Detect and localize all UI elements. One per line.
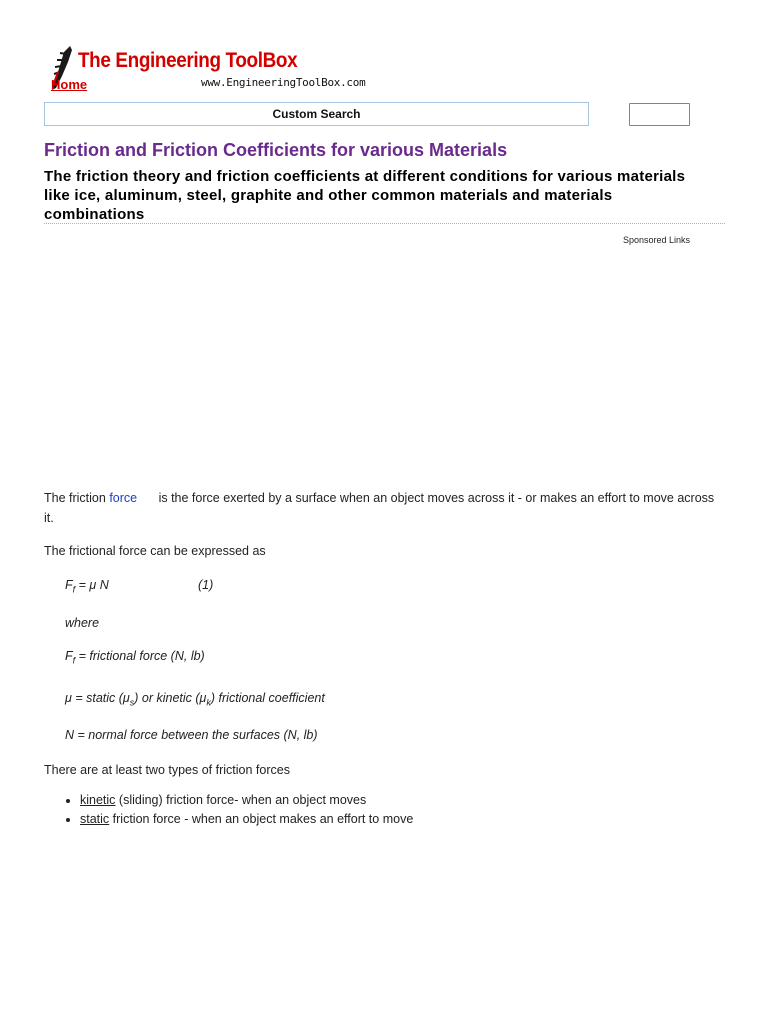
intro-paragraph	[44, 488, 724, 528]
mu-k-sub: k	[206, 697, 211, 708]
intro-text-start: The friction	[44, 491, 110, 505]
divider	[44, 223, 725, 224]
site-url: www.EngineeringToolBox.com	[201, 76, 366, 89]
friction-types-list	[44, 791, 413, 829]
list-item	[80, 810, 413, 829]
mu-s-sub: s	[129, 697, 135, 708]
equation-lhs-symbol: F	[65, 578, 73, 592]
list-item-text: friction force - when an object makes an effort to move	[109, 812, 414, 826]
force-link[interactable]: force	[109, 491, 138, 505]
page-title: Friction and Friction Coefficients for various Materials	[44, 140, 508, 160]
static-link[interactable]: static	[80, 812, 110, 826]
intro-text-end: is the force exerted by a surface when an object moves across it - or makes an effort to move across it.	[44, 491, 715, 525]
custom-search-input[interactable]: Custom Search	[44, 102, 589, 126]
definition-n: N = normal force between the surfaces (N, lb)	[65, 728, 318, 742]
page-subtitle: The friction theory and friction coefficients at different conditions for various materials like ice, aluminum, steel, graphite and other common materials and materials combinations	[44, 168, 686, 223]
equation-lhs-sub: f	[72, 584, 76, 595]
friction-equation	[65, 578, 305, 598]
sponsored-links-label: Sponsored Links	[622, 235, 690, 245]
search-button[interactable]	[629, 103, 690, 126]
definition-mu	[65, 691, 325, 708]
equation-rhs: = μ N	[75, 578, 109, 592]
ff-text: = frictional force (N, lb)	[75, 649, 205, 663]
where-label: where	[65, 616, 100, 630]
types-intro: There are at least two types of friction forces	[44, 763, 290, 777]
site-title: The Engineering ToolBox	[78, 49, 298, 72]
ff-sub: f	[72, 655, 76, 666]
mu-pre: μ = static (μ	[65, 691, 130, 705]
home-link[interactable]: Home	[51, 77, 88, 92]
list-item	[80, 791, 413, 810]
list-item-text: (sliding) friction force- when an object moves	[115, 793, 367, 807]
site-logo[interactable]	[44, 42, 364, 94]
definition-ff	[65, 649, 205, 666]
equation-number: (1)	[198, 578, 214, 592]
ff-symbol: F	[65, 649, 73, 663]
kinetic-link[interactable]: kinetic	[80, 793, 116, 807]
expressed-as-text: The frictional force can be expressed as	[44, 544, 266, 558]
mu-post: ) frictional coefficient	[210, 691, 325, 705]
mu-mid: ) or kinetic (μ	[134, 691, 207, 705]
